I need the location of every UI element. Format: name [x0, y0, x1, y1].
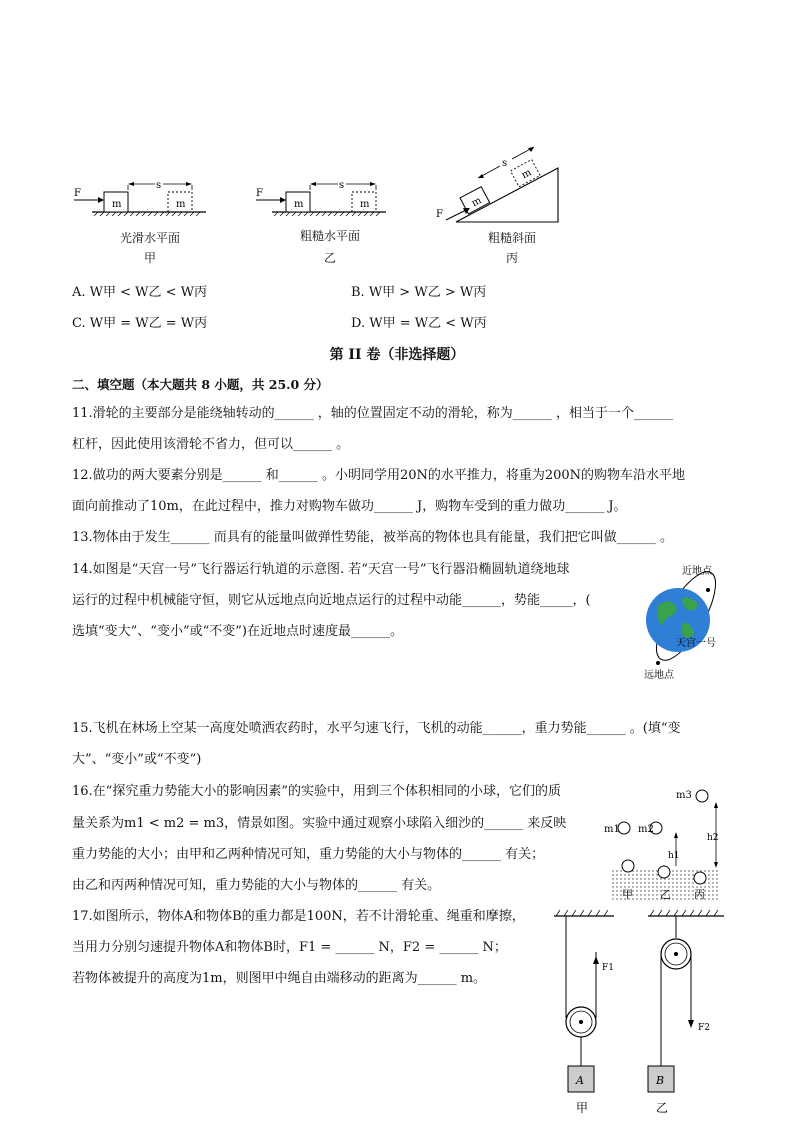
q15-line2: 大”、“变小”或“不变”) — [72, 752, 202, 767]
caption-surface-bing: 粗糙斜面 — [487, 231, 536, 245]
mass-label: m — [176, 199, 186, 210]
h1-label: h1 — [668, 851, 680, 861]
q16-line1: 16.在“探究重力势能大小的影响因素”的实验中，用到三个体积相同的小球，它们的质 — [72, 784, 561, 799]
distance-label: s — [156, 180, 162, 191]
block-a-label: A — [576, 1074, 584, 1087]
q16-line4: 由乙和丙两种情况可知，重力势能的大小与物体的______ 有关。 — [72, 878, 441, 893]
force-label: F — [436, 209, 443, 220]
part2-title: 第 II 卷（非选择题） — [329, 347, 465, 363]
m1-label: m1 — [604, 824, 620, 835]
h2-label: h2 — [707, 833, 719, 843]
f1-label: F1 — [602, 963, 614, 973]
mass-label: m — [360, 199, 370, 210]
option-a: A. W甲 < W乙 < W丙 — [72, 285, 208, 300]
caption-surface-yi: 粗糙水平面 — [299, 229, 360, 243]
q17-line2: 当用力分别匀速提升物体A和物体B时，F1 = ______ N，F2 = ______ N； — [72, 940, 507, 955]
section-heading: 二、填空题（本大题共 8 小题，共 25.0 分） — [72, 377, 329, 392]
q16-line2: 量关系为m1 < m2 = m3，情景如图。实验中通过观察小球陷入细沙的______ 来反映 — [72, 816, 567, 831]
pulley-yi-label: 乙 — [656, 1101, 669, 1115]
perigee-label: 近地点 — [682, 566, 712, 577]
q12-line2: 面向前推动了10m，在此过程中，推力对购物车做功______ J，购物车受到的重力做功______ J。 — [72, 499, 627, 514]
force-label: F — [74, 188, 81, 199]
q16-line3: 重力势能的大小；由甲和乙两种情况可知，重力势能的大小与物体的______ 有关； — [72, 847, 545, 862]
m2-label: m2 — [638, 824, 654, 835]
block-b-label: B — [656, 1074, 665, 1087]
q17-line1: 17.如图所示，物体A和物体B的重力都是100N，若不计滑轮重、绳重和摩擦， — [72, 909, 525, 924]
q16-balls-figure — [604, 782, 724, 904]
caption-name-bing: 丙 — [505, 251, 518, 265]
q13: 13.物体由于发生______ 而具有的能量叫做弹性势能，被举高的物体也具有能量，我们把它叫做______ 。 — [72, 530, 673, 545]
mass-label: m — [469, 195, 484, 210]
distance-label: s — [339, 180, 345, 191]
option-b: B. W甲 > W乙 > W丙 — [351, 285, 487, 300]
mass-label: m — [294, 199, 304, 210]
caption-surface-jia: 光滑水平面 — [119, 231, 180, 245]
distance-label: s — [502, 158, 508, 169]
q17-pulley-figure — [548, 906, 728, 1118]
ball-jia-label: 甲 — [622, 888, 633, 901]
craft-label: 天宫一号 — [676, 638, 716, 649]
q17-line3: 若物体被提升的高度为1m，则图甲中绳自由端移动的距离为______ m。 — [72, 971, 487, 986]
f2-label: F2 — [698, 1023, 710, 1033]
option-d: D. W甲 = W乙 < W丙 — [351, 316, 487, 331]
option-c: C. W甲 = W乙 = W丙 — [72, 316, 208, 331]
caption-name-jia: 甲 — [143, 251, 156, 265]
pulley-jia-label: 甲 — [576, 1101, 589, 1115]
q11-line1: 11.滑轮的主要部分是能绕轴转动的______ ，轴的位置固定不动的滑轮，称为______ ，相当于一个______ — [72, 406, 673, 421]
diagram-yi — [256, 180, 386, 216]
q14-line3: 选填“变大”、“变小”或“不变”)在近地点时速度最______。 — [72, 624, 403, 639]
ball-bing-label: 丙 — [694, 888, 705, 901]
q15-line1: 15.飞机在林场上空某一高度处喷洒农药时，水平匀速飞行，飞机的动能______，重力势能______ 。(填“变 — [72, 721, 681, 736]
m3-label: m3 — [676, 790, 692, 801]
q14-line1: 14.如图是“天宫一号”飞行器运行轨道的示意图. 若“天宫一号”飞行器沿椭圆轨道绕地球 — [72, 562, 570, 577]
q14-orbit-figure — [636, 560, 736, 684]
diagram-jia — [74, 180, 206, 216]
caption-name-yi: 乙 — [323, 251, 336, 265]
apogee-label: 远地点 — [644, 670, 674, 681]
ball-yi-label: 乙 — [660, 888, 671, 901]
q11-line2: 杠杆，因此使用该滑轮不省力，但可以______ 。 — [72, 437, 350, 452]
q12-line1: 12.做功的两大要素分别是______ 和______ 。小明同学用20N的水平推力，将重为200N的购物车沿水平地 — [72, 468, 686, 483]
q14-line2: 运行的过程中机械能守恒，则它从远地点向近地点运行的过程中动能______，势能_____，( — [72, 593, 591, 608]
diagram-bing — [436, 147, 558, 222]
force-label: F — [256, 188, 263, 199]
mass-label: m — [112, 199, 122, 210]
mass-label: m — [519, 167, 534, 182]
